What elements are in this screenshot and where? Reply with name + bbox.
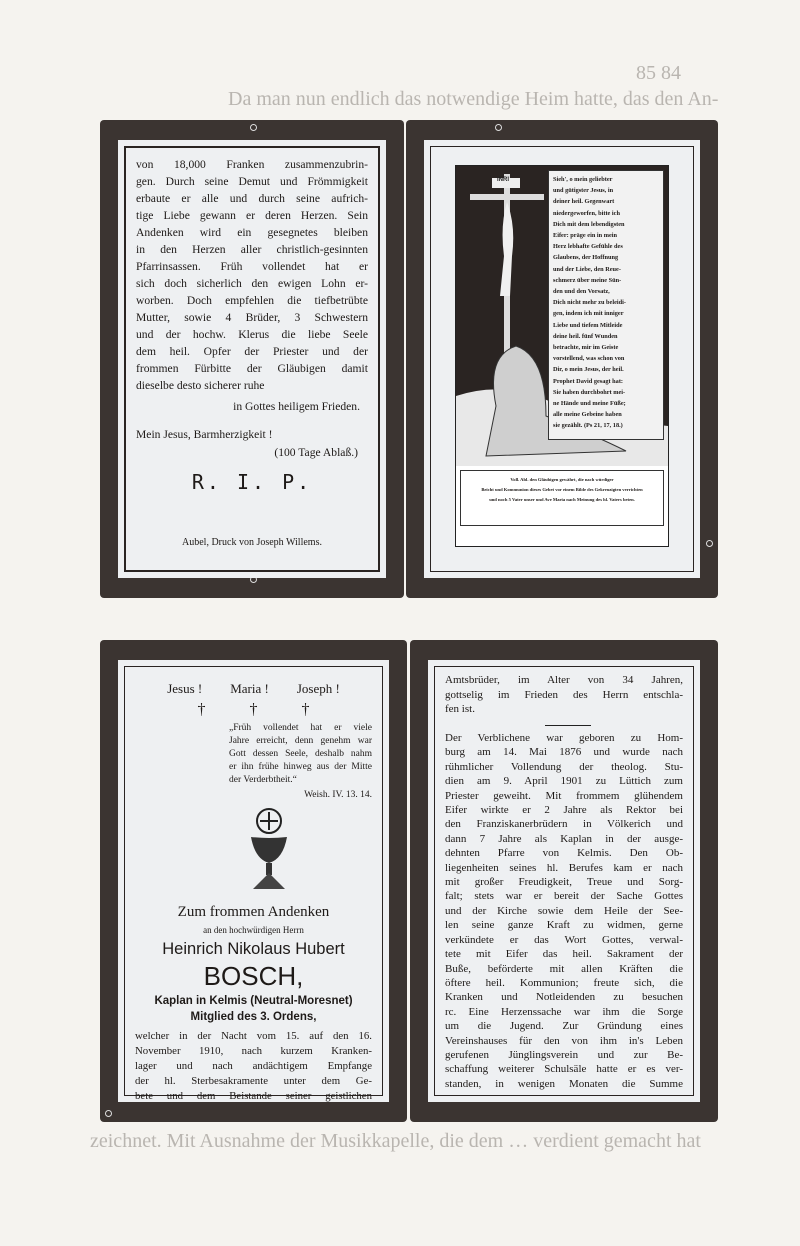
text-line: liegenheiten seines hl. Berufes kam er nach: [445, 861, 683, 874]
text-line: Amtsbrüder, im Alter von 34 Jahren,: [445, 674, 683, 686]
text-line: mit großer Freudigkeit, Treue und Sorg-: [445, 876, 683, 889]
text-line: Gott dessen Seele, deshalb nahm: [229, 749, 372, 759]
text-line: und der Kirche sowie dem Heile der See-: [445, 904, 683, 917]
text-line: Voll. Abl. den Gläubigen gewährt, die nach würdiger: [510, 477, 614, 482]
text-line: Vereinshauses für den von ihm in's Leben: [445, 1034, 683, 1047]
text-line: Eifer: präge ein in mein: [553, 232, 618, 240]
text-line: den und den Vorsatz,: [553, 288, 610, 296]
text-line: Prophet David gesagt hat:: [553, 377, 624, 385]
invocations: [125, 681, 382, 697]
prayer-line: Mein Jesus, Barmherzigkeit !: [136, 428, 273, 441]
text-line: burg am 14. Mai 1876 und wurde nach: [445, 746, 683, 759]
memorial-card-back-text: [100, 120, 404, 598]
memorial-heading: Zum frommen Andenken: [177, 904, 330, 920]
deceased-given-names: Heinrich Nikolaus Hubert: [162, 940, 345, 958]
text-line: November 1910, nach kurzem Kranken-: [135, 1045, 372, 1057]
text-line: lager und nach andächtigem Empfange: [135, 1060, 372, 1072]
text-line: worben. Doch empfehlen die tiefbetrübte: [136, 294, 368, 307]
text-line: und der hochw. Klerus die liebe Seele: [136, 328, 368, 341]
text-line: bete und dem Beistande seiner geistlichen: [135, 1090, 372, 1102]
text-line: erbaute er alle und durch seine aufrich-: [136, 192, 368, 205]
scripture-source: Weish. IV. 13. 14.: [304, 790, 372, 800]
prayer-panel: [548, 170, 664, 440]
text-line: frommen Fürbitte der Gläubigen damit: [136, 362, 368, 375]
text-line: tete mit Eifer das heil. Sakrament der: [445, 948, 683, 961]
memorial-card-front-image: [406, 120, 718, 598]
crosses: [125, 701, 382, 719]
indulgence-note: (100 Tage Ablaß.): [274, 446, 358, 459]
text-line: „Früh vollendet hat er viele: [229, 723, 372, 733]
text-line: er ihn frühe hinweg aus der Mitte: [229, 762, 372, 772]
text-line: gen. Durch seine Demut und Frömmigkeit: [136, 175, 368, 188]
text-line: dem heil. Opfer der Priester und der: [136, 345, 368, 358]
printer-credit: Aubel, Druck von Joseph Willems.: [182, 537, 322, 548]
text-line: Priester geweiht. Mit frommem glühendem: [445, 789, 683, 802]
text-line: und der Liebe, den Reue-: [553, 265, 621, 273]
text-line: Mutter, sowie 4 Brüder, 3 Schwestern: [136, 311, 368, 324]
text-line: gen, indem ich mit inniger: [553, 310, 624, 318]
text-line: Jahre erreicht, denn genehm war: [229, 736, 372, 746]
text-line: Kranken und Notleidenden zu besuchen: [445, 991, 683, 1004]
text-line: verkündete er das Wort Gottes, verwal-: [445, 933, 683, 946]
text-line: Glaubens, der Hoffnung: [553, 254, 619, 262]
intro-text: [445, 673, 683, 717]
rip-inscription: R. I. P.: [191, 470, 313, 494]
deceased-membership: Mitglied des 3. Ordens,: [190, 1011, 317, 1023]
text-line: der hl. Sterbesakramente unter dem Ge-: [135, 1075, 372, 1087]
background-page-text-bottom: zeichnet. Mit Ausnahme der Musikkapelle, die dem … verdient gemacht hat: [90, 1130, 701, 1152]
biography-text: [445, 731, 683, 1091]
text-line: Beicht und Kommunion dieses Gebet vor einem Bilde des Gekreuzigten verrichten: [481, 487, 643, 492]
text-line: schaffung weiterer Schulsäle hatte er es ver-: [445, 1063, 683, 1076]
deceased-position: Kaplan in Kelmis (Neutral-Moresnet): [154, 995, 353, 1007]
invocation-maria: Maria !: [230, 681, 269, 696]
text-line: Eifer wirkte er 2 Jahre als Rektor bei: [445, 804, 683, 817]
card-body-text: [136, 156, 368, 394]
page-number: 85 84: [636, 62, 681, 84]
crucifixion-illustration: [455, 165, 669, 547]
memorial-card-front-text: [100, 640, 407, 1122]
deceased-surname: BOSCH,: [203, 961, 304, 991]
text-line: sich doch sicherlich den ewigen Lohn er-: [136, 277, 368, 290]
text-line: Dich nicht mehr zu beleidi-: [553, 299, 626, 307]
text-line: und noch 5 Vater unser und Ave Maria nach Meinung des hl. Vaters beten.: [489, 497, 635, 502]
text-line: schmerz über meine Sün-: [553, 276, 622, 284]
text-line: öftere heil. Kommunion; freute sich, die: [445, 976, 683, 989]
text-line: in den Herzen aller christlich-gesinnten: [136, 243, 368, 256]
text-line: alle meine Gebeine haben: [553, 411, 622, 419]
cross-icon: †: [197, 701, 206, 718]
text-line: Der Verblichene war geboren zu Hom-: [445, 732, 683, 744]
card-body-text: [135, 1029, 372, 1104]
indulgence-caption: [460, 470, 664, 526]
text-line: Dir, o mein Jesus, der heil.: [553, 366, 624, 374]
text-line: Andenken wird ein gesegnetes bleiben: [136, 226, 368, 239]
text-line: gerufenen Jünglingsverein und zur Be-: [445, 1048, 683, 1061]
text-line: ne Hände und meine Füße;: [553, 400, 626, 408]
text-line: rc. Eine Herzenssache war ihm die Sorge: [445, 1005, 683, 1018]
text-line: deiner heil. Gegenwart: [553, 198, 615, 206]
text-line: dehnten Pfarre von Kelmis. Den Ob-: [445, 847, 683, 860]
text-line: den Franziskanerbrüdern in Völkerich und: [445, 818, 683, 831]
text-line: niedergeworfen, bitte ich: [553, 209, 620, 217]
text-line: sie gezählt. (Ps 21, 17, 18.): [553, 422, 623, 430]
closing-line: in Gottes heiligem Frieden.: [233, 400, 360, 413]
invocation-joseph: Joseph !: [296, 681, 340, 696]
text-line: Sie haben durchbohrt mei-: [553, 388, 626, 396]
chalice-host-icon: [239, 807, 299, 893]
text-line: Pfarrinsassen. Früh vollendet hat er: [136, 260, 368, 273]
text-line: der Verderbtheit.“: [229, 775, 297, 785]
text-line: um die Jugend. Zur Gründung eines: [445, 1020, 683, 1033]
text-line: falt; stets war er bereit der Sache Gottes: [445, 890, 683, 903]
text-line: len seine ganze Kraft zu widmen, gerne: [445, 919, 683, 932]
text-line: dann 7 Jahre als Kaplan in der ausge-: [445, 832, 683, 845]
text-line: Dich mit dem lebendigsten: [553, 220, 625, 228]
text-line: Sieh', o mein geliebter: [553, 176, 613, 183]
text-line: Buße, beförderte mit allen Kräften die: [445, 962, 683, 975]
text-line: welcher in der Nacht vom 15. auf den 16.: [135, 1030, 372, 1042]
background-page-text-top: Da man nun endlich das notwendige Heim hatte, das den An-: [228, 88, 719, 110]
cross-icon: †: [249, 701, 258, 718]
scripture-quote: [229, 722, 372, 787]
text-line: Liebe und tiefem Mitleide: [553, 321, 623, 329]
text-line: standen, in wenigen Monaten die Summe: [445, 1077, 683, 1090]
cross-icon: †: [301, 701, 310, 718]
text-line: fen ist.: [445, 703, 475, 715]
text-line: tige Liebe gewann er deren Herzen. Sein: [136, 209, 368, 222]
invocation-jesus: Jesus !: [167, 681, 203, 696]
text-line: dieselbe desto sicherer ruhe: [136, 379, 265, 392]
text-line: gottselig im Frieden des Herrn entschla-: [445, 688, 683, 701]
text-line: und gütigster Jesus, in: [553, 187, 614, 195]
text-line: betrachte, mir im Geiste: [553, 344, 619, 352]
text-line: von 18,000 Franken zusammenzubrin-: [136, 158, 368, 171]
text-line: dien am 9. April 1901 zu Lüttich zum: [445, 775, 683, 788]
text-line: vorstellend, was schon von: [553, 355, 625, 363]
text-line: deine heil. fünf Wunden: [553, 332, 618, 340]
ornamental-divider: [545, 725, 591, 726]
address-line: an den hochwürdigen Herrn: [203, 925, 304, 935]
memorial-card-biography: [410, 640, 718, 1122]
text-scroll-cross-title: INRI: [497, 177, 509, 183]
text-line: rühmlicher Vollendung der theolog. Stu-: [445, 760, 683, 773]
text-line: Herz lebhafte Gefühle des: [553, 243, 623, 251]
